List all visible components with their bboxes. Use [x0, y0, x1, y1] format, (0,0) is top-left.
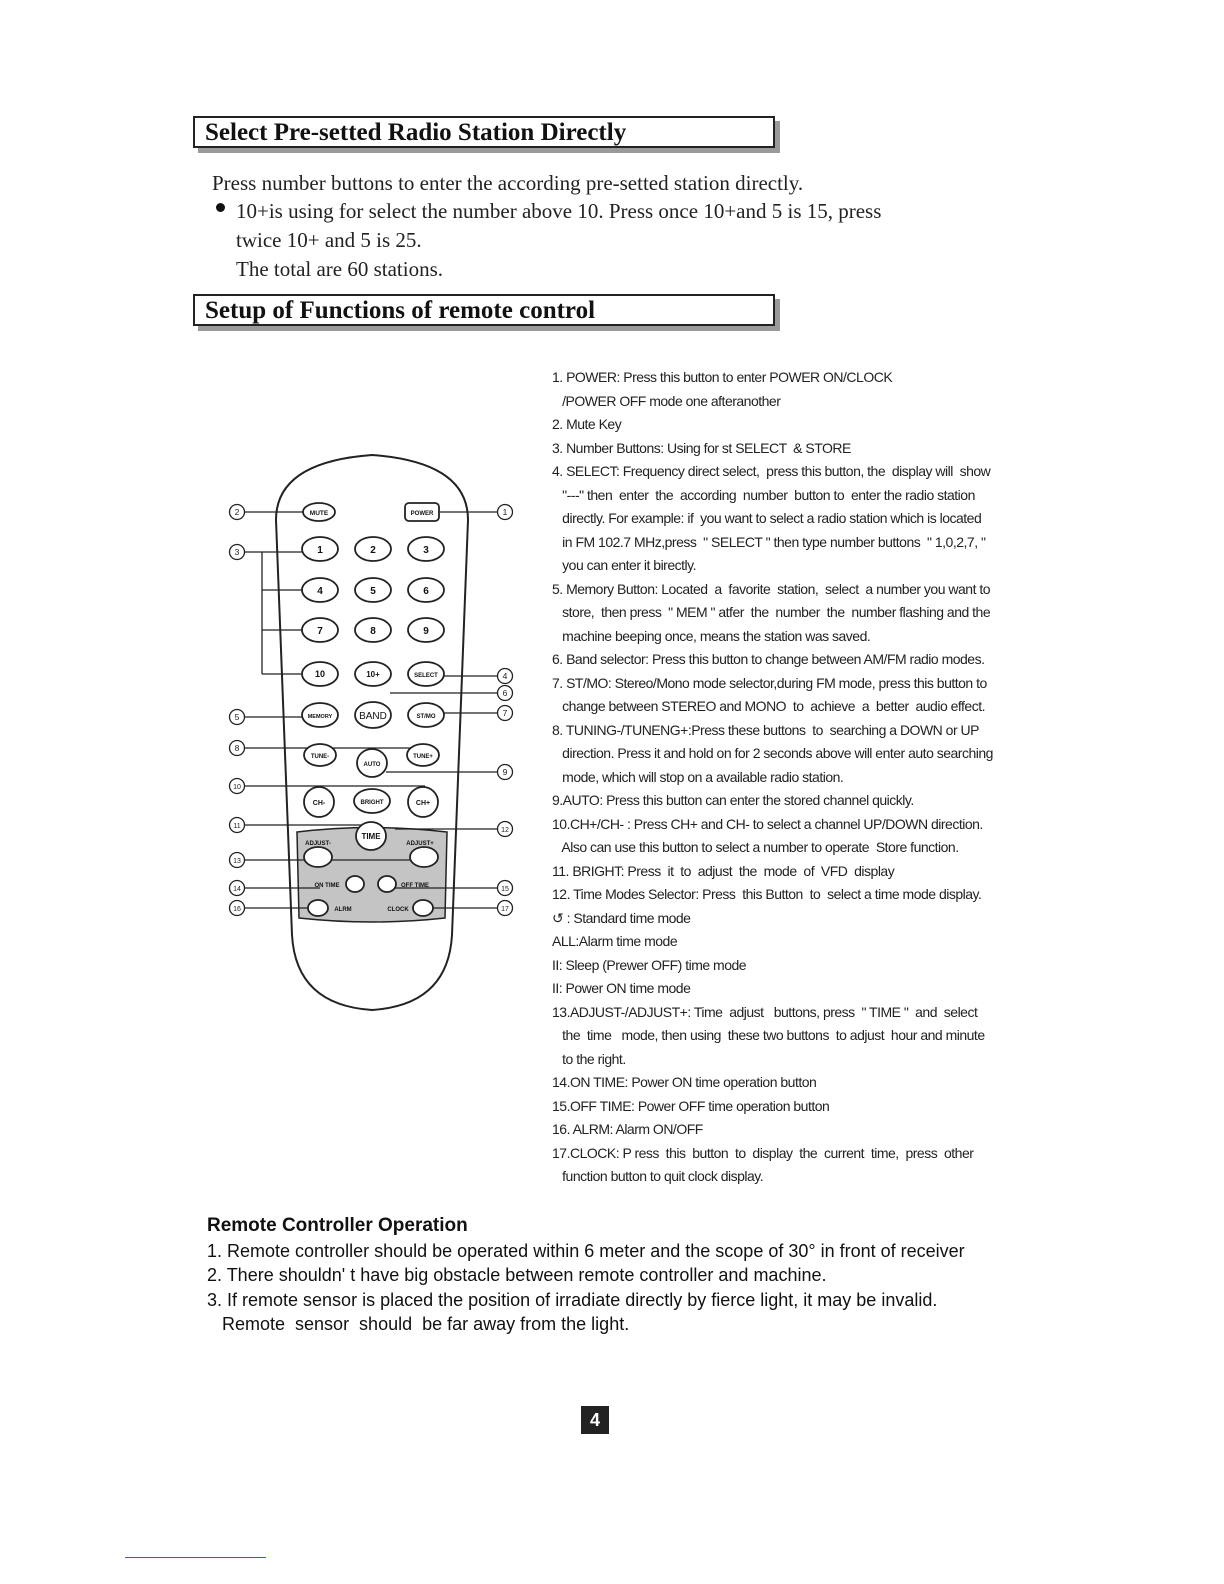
operation-title: Remote Controller Operation: [207, 1215, 468, 1236]
on-time-label: ON TIME: [314, 883, 340, 889]
function-line: 17.CLOCK: P ress this button to display the current time, press other: [552, 1144, 974, 1161]
function-line: in FM 102.7 MHz,press " SELECT " then type number buttons " 1,0,2,7, ": [552, 533, 986, 550]
on-time-button[interactable]: [346, 876, 364, 892]
auto-label: AUTO: [363, 762, 381, 768]
off-time-button[interactable]: [378, 876, 396, 892]
section-header-functions: [193, 294, 775, 326]
callout-3-label: 3: [234, 547, 240, 557]
function-line: 8. TUNING-/TUNENG+:Press these buttons to searching a DOWN or UP: [552, 721, 979, 738]
callout-12-label: 12: [501, 827, 509, 834]
mute-label: MUTE: [309, 510, 329, 517]
function-line: 16. ALRM: Alarm ON/OFF: [552, 1121, 703, 1137]
function-line: 7. ST/MO: Stereo/Mono mode selector,during FM mode, press this button to: [552, 674, 987, 691]
function-list: [552, 366, 1072, 1189]
preset-bullet-line2: twice 10+ and 5 is 25.: [236, 228, 422, 252]
preset-total: The total are 60 stations.: [236, 257, 444, 281]
function-line: Also can use this button to select a number to operate Store function.: [552, 839, 959, 855]
callout-2-label: 2: [234, 507, 240, 517]
clock-label: CLOCK: [387, 907, 409, 913]
function-line: 1. POWER: Press this button to enter POWER ON/CLOCK: [552, 369, 893, 385]
num-5-label: 5: [370, 586, 376, 597]
function-line: 13.ADJUST-/ADJUST+: Time adjust buttons, press " TIME " and select: [552, 1003, 978, 1020]
callout-10-label: 10: [233, 784, 241, 791]
callout-7-label: 7: [502, 708, 508, 718]
function-line: change between STEREO and MONO to achieve a better audio effect.: [552, 698, 985, 714]
band-label: BAND: [359, 711, 387, 722]
time-label: TIME: [361, 832, 381, 841]
num-4-label: 4: [317, 586, 323, 597]
callout-13-label: 13: [233, 858, 241, 865]
function-line: 5. Memory Button: Located a favorite station, select a number you want to: [552, 580, 991, 597]
callout-4-label: 4: [502, 671, 508, 681]
function-line: the time mode, then using these two buttons to adjust hour and minute: [552, 1027, 985, 1043]
function-line: mode, which will stop on a available radio station.: [552, 768, 844, 785]
stmo-label: ST/MO: [416, 714, 436, 720]
memory-label: MEMORY: [307, 714, 333, 720]
function-line: : Standard time mode: [566, 909, 691, 926]
function-line: 12. Time Modes Selector: Press this Button to select a time mode display.: [552, 886, 982, 902]
section-header-preset: [193, 116, 775, 148]
function-line: to the right.: [552, 1050, 626, 1067]
function-line: II: Sleep (Prewer OFF) time mode: [552, 956, 747, 973]
function-line: 11. BRIGHT: Press it to adjust the mode of VFD display: [552, 862, 895, 879]
callout-5-label: 5: [234, 712, 240, 722]
function-line: you can enter it birectly.: [552, 557, 696, 573]
function-line: II: Power ON time mode: [552, 980, 691, 996]
function-line-wrap: [552, 907, 1072, 931]
bright-label: BRIGHT: [360, 800, 384, 806]
function-line: store, then press " MEM " atfer the number the number flashing and the: [552, 604, 991, 620]
remote-control-diagram: [220, 440, 520, 1020]
operation-item: Remote sensor should be far away from the light.: [207, 1314, 630, 1335]
preset-bullet-line1: 10+is using for select the number above 10. Press once 10+and 5 is 15, press: [236, 199, 882, 223]
preset-intro: Press number buttons to enter the according pre-setted station directly.: [212, 171, 804, 195]
tune-minus-label: TUNE-: [310, 754, 330, 760]
num-8-label: 8: [370, 626, 376, 637]
function-line: directly. For example: if you want to select a radio station which is located: [552, 510, 982, 526]
callout-17-label: 17: [501, 906, 509, 913]
num-6-label: 6: [423, 586, 429, 597]
function-line: 6. Band selector: Press this button to change between AM/FM radio modes.: [552, 651, 985, 667]
num-7-label: 7: [317, 626, 323, 637]
function-line: "---" then enter the according number button to enter the radio station: [552, 486, 975, 503]
function-line: machine beeping once, means the station was saved.: [552, 627, 871, 644]
adjust-plus-label: ADJUST+: [406, 841, 434, 847]
num-3-label: 3: [423, 545, 429, 556]
callout-6-label: 6: [502, 688, 508, 698]
function-line: /POWER OFF mode one afteranother: [552, 392, 781, 409]
function-line: 10.CH+/CH- : Press CH+ and CH- to select a channel UP/DOWN direction.: [552, 815, 983, 832]
page-number: 4: [581, 1406, 609, 1434]
callout-16-label: 16: [233, 906, 241, 913]
bullet-dot: [216, 203, 225, 212]
footnote-line: [125, 1557, 266, 1558]
callout-1-label: 1: [502, 507, 508, 517]
callout-8-label: 8: [234, 743, 240, 753]
num-2-label: 2: [370, 545, 376, 556]
function-line: 14.ON TIME: Power ON time operation button: [552, 1074, 817, 1090]
callout-15-label: 15: [501, 886, 509, 893]
loop-icon: ↺: [552, 909, 567, 926]
num-9-label: 9: [423, 626, 429, 637]
power-label: POWER: [410, 511, 434, 517]
callout-14-label: 14: [233, 886, 241, 893]
off-time-label: OFF TIME: [401, 883, 429, 889]
section-title-preset: Select Pre-setted Radio Station Directly: [205, 119, 627, 146]
function-line: 2. Mute Key: [552, 416, 622, 432]
operation-item: 3. If remote sensor is placed the position of irradiate directly by fierce light, it may be invalid.: [207, 1289, 938, 1310]
operation-section: [207, 1214, 965, 1337]
section-title-functions: Setup of Functions of remote control: [205, 297, 596, 324]
ch-plus-label: CH+: [415, 800, 431, 807]
num-1-label: 1: [317, 545, 323, 556]
num-10plus-label: 10+: [366, 670, 380, 679]
tune-plus-label: TUNE+: [413, 754, 433, 760]
alrm-button[interactable]: [308, 900, 328, 916]
callout-11-label: 11: [233, 823, 241, 830]
adjust-minus-label: ADJUST-: [305, 841, 331, 847]
operation-item: 1. Remote controller should be operated within 6 meter and the scope of 30° in front of receiver: [207, 1240, 965, 1261]
function-line: 9.AUTO: Press this button can enter the stored channel quickly.: [552, 792, 914, 808]
callout-9-label: 9: [502, 767, 508, 777]
function-line: 15.OFF TIME: Power OFF time operation button: [552, 1097, 830, 1114]
function-line: 4. SELECT: Frequency direct select, press this button, the display will show: [552, 463, 991, 479]
function-line: ALL:Alarm time mode: [552, 933, 678, 949]
operation-item: 2. There shouldn' t have big obstacle between remote controller and machine.: [207, 1265, 827, 1286]
clock-button[interactable]: [413, 900, 433, 916]
adjust-minus-button[interactable]: [304, 847, 332, 867]
function-line: function button to quit clock display.: [552, 1168, 764, 1184]
select-label: SELECT: [414, 673, 438, 679]
ch-minus-label: CH-: [312, 800, 326, 807]
function-line: 3. Number Buttons: Using for st SELECT & STORE: [552, 439, 851, 456]
alrm-label: ALRM: [334, 907, 352, 913]
num-10-label: 10: [314, 669, 326, 679]
adjust-plus-button[interactable]: [410, 847, 438, 867]
function-line: direction. Press it and hold on for 2 seconds above will enter auto searching: [552, 745, 993, 761]
